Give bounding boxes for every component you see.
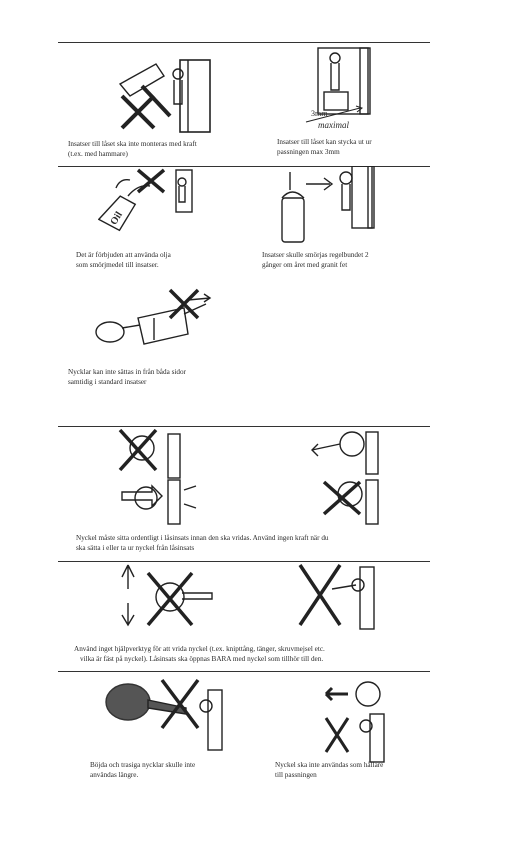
caption: Nyckel ska inte användas som hållare <box>275 761 384 769</box>
key-force-illustration <box>296 563 386 633</box>
caption: ska sätta i eller ta ur nyckel från låsinsats <box>76 544 195 552</box>
separator-rule <box>58 671 430 672</box>
dimension-label-3mm: 3mm <box>311 109 328 118</box>
oil-can-illustration <box>98 168 208 248</box>
cylinder-protrusion-illustration <box>300 46 410 136</box>
caption: Nyckel måste sitta ordentligt i låsinsats innan den ska vridas. Använd ingen kraft när du <box>76 534 329 542</box>
key-insert-illustration <box>310 428 400 528</box>
caption: Insatser skulle smörjas regelbundet 2 <box>262 251 369 259</box>
caption: Insatser till låset kan stycka ut ur <box>277 138 372 146</box>
caption: vilka är fäst på nyckel). Låsinsats ska öppnas BARA med nyckel som tillhör till den. <box>80 655 324 663</box>
caption: Insatser till låset ska inte monteras med kraft <box>68 140 197 148</box>
caption: till passningen <box>275 771 317 779</box>
caption: (t.ex. med hammare) <box>68 150 128 158</box>
double-key-cylinder-illustration <box>88 278 218 358</box>
bent-key-illustration <box>102 676 232 756</box>
caption: Det är förbjuden att använda olja <box>76 251 171 259</box>
oil-can-label: Oil <box>108 209 125 228</box>
caption: gånger om året med granit fet <box>262 261 348 269</box>
caption: som smörjmedel till insatser. <box>76 261 159 269</box>
dimension-label-maximal: maximal <box>318 120 349 130</box>
key-turning-illustration <box>112 428 202 528</box>
caption: passningen max 3mm <box>277 148 340 156</box>
caption: samtidig i standard insatser <box>68 378 147 386</box>
separator-rule <box>58 561 430 562</box>
tool-on-key-illustration <box>112 563 222 633</box>
grease-bottle-illustration <box>272 166 382 246</box>
separator-rule <box>58 42 430 43</box>
separator-rule <box>58 426 430 427</box>
caption: Använd inget hjälpverktyg för att vrida nyckel (t.ex. knipttång, tänger, skruvmejsel etc. <box>74 645 325 653</box>
key-as-holder-illustration <box>318 674 398 764</box>
caption: Nycklar kan inte sättas in från båda sidor <box>68 368 186 376</box>
hammer-lock-illustration <box>108 46 218 136</box>
caption: användas längre. <box>90 771 139 779</box>
caption: Böjda och trasiga nycklar skulle inte <box>90 761 196 769</box>
